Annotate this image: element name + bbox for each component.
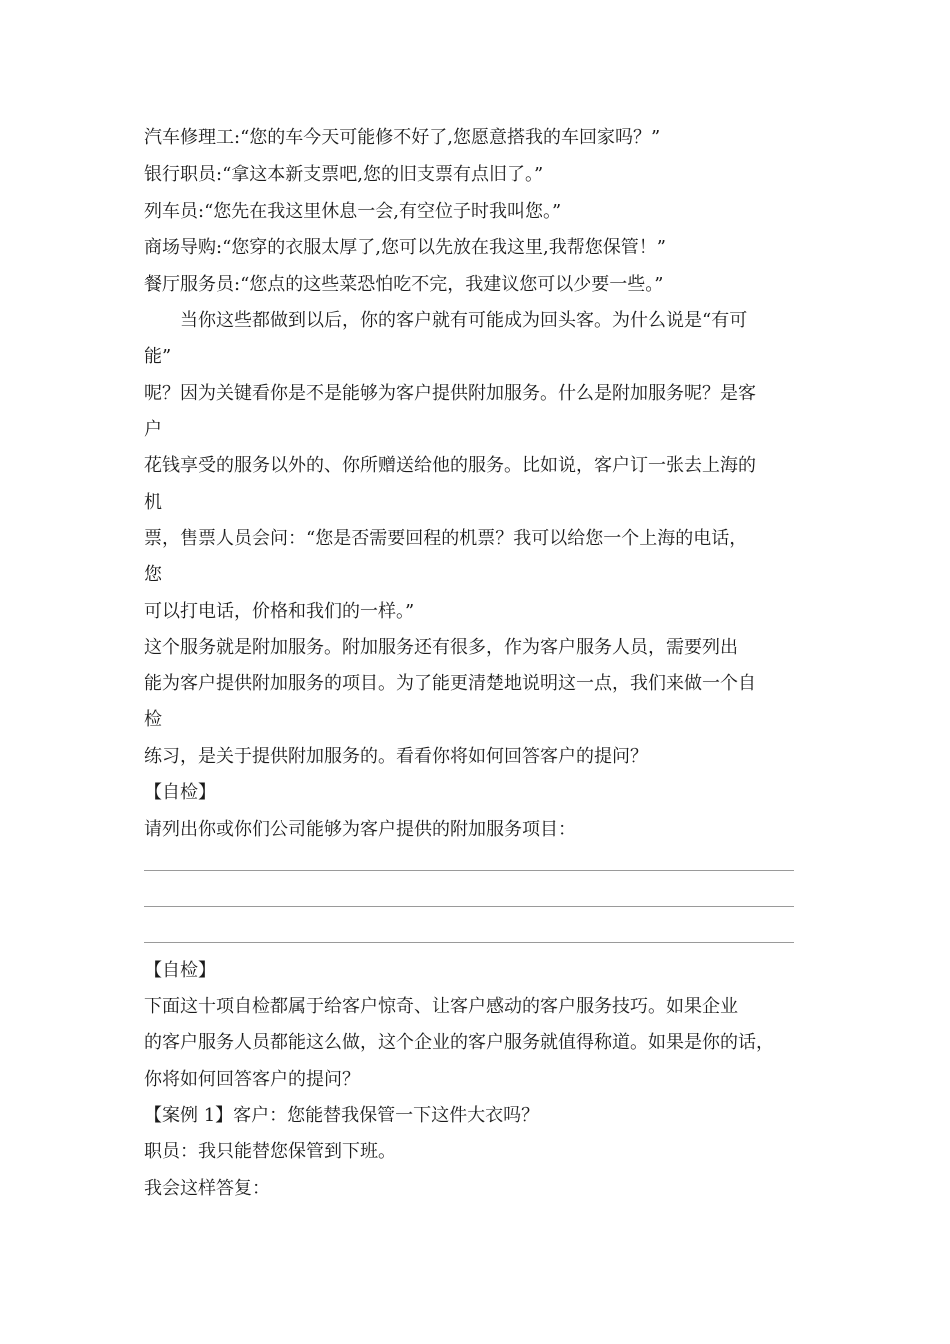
- answer-line: [144, 870, 794, 871]
- answer-line: [144, 906, 794, 907]
- dialogue-line-waiter: 餐厅服务员:“您点的这些菜恐怕吃不完，我建议您可以少要一些。”: [144, 274, 664, 295]
- dialogue-line-train-attendant: 列车员:“您先在我这里休息一会,有空位子时我叫您。”: [144, 201, 562, 222]
- self-check-text-line: 的客户服务人员都能这么做，这个企业的客户服务就值得称道。如果是你的话，: [144, 1032, 774, 1053]
- body-line: 当你这些都做到以后，你的客户就有可能成为回头客。为什么说是“有可: [144, 310, 748, 331]
- dialogue-line-mall-guide: 商场导购:“您穿的衣服太厚了,您可以先放在我这里,我帮您保管！”: [144, 237, 666, 258]
- case-answer-prompt: 我会这样答复：: [144, 1178, 270, 1199]
- body-line: 练习，是关于提供附加服务的。看看你将如何回答客户的提问？: [144, 746, 648, 767]
- body-line: 机: [144, 492, 162, 513]
- self-check-text-line: 你将如何回答客户的提问？: [144, 1069, 360, 1090]
- body-line: 户: [144, 419, 162, 440]
- body-line: 花钱享受的服务以外的、你所赠送给他的服务。比如说，客户订一张去上海的: [144, 455, 756, 476]
- body-line: 可以打电话，价格和我们的一样。”: [144, 601, 415, 622]
- body-line: 能为客户提供附加服务的项目。为了能更清楚地说明这一点，我们来做一个自: [144, 673, 756, 694]
- body-line: 这个服务就是附加服务。附加服务还有很多，作为客户服务人员，需要列出: [144, 637, 738, 658]
- self-check-text-line: 下面这十项自检都属于给客户惊奇、让客户感动的客户服务技巧。如果企业: [144, 996, 738, 1017]
- self-check-heading: 【自检】: [144, 782, 216, 803]
- body-line: 呢？因为关键看你是不是能够为客户提供附加服务。什么是附加服务呢？是客: [144, 383, 756, 404]
- body-line: 票，售票人员会问：“您是否需要回程的机票？我可以给您一个上海的电话，: [144, 528, 748, 549]
- answer-line: [144, 942, 794, 943]
- self-check-heading: 【自检】: [144, 960, 216, 981]
- body-line: 您: [144, 564, 162, 585]
- dialogue-line-bank-clerk: 银行职员:“拿这本新支票吧,您的旧支票有点旧了。”: [144, 164, 544, 185]
- case-label: 【案例 1】客户：您能替我保管一下这件大衣吗？: [144, 1105, 540, 1126]
- body-line: 检: [144, 709, 162, 730]
- self-check-prompt: 请列出你或你们公司能够为客户提供的附加服务项目：: [144, 819, 576, 840]
- body-line: 能”: [144, 346, 172, 367]
- case-staff-line: 职员：我只能替您保管到下班。: [144, 1141, 396, 1162]
- dialogue-line-mechanic: 汽车修理工:“您的车今天可能修不好了,您愿意搭我的车回家吗？”: [144, 127, 661, 148]
